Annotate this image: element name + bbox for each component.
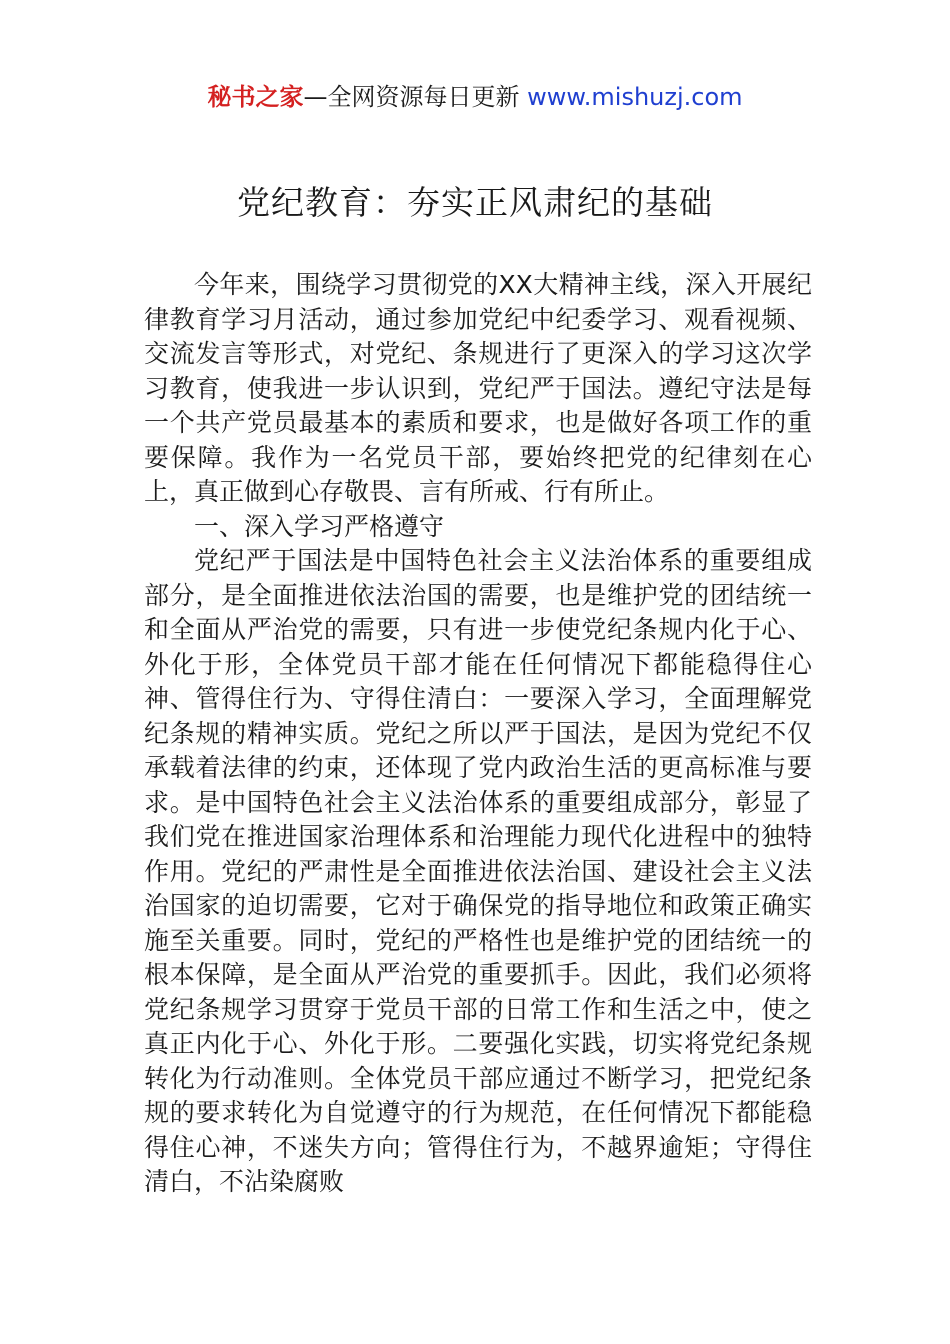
site-brand: 秘书之家: [207, 83, 304, 111]
section-heading-1: 一、深入学习严格遵守: [194, 511, 445, 541]
document-title: 党纪教育：夯实正风肃纪的基础: [237, 183, 713, 222]
paragraph-intro: 今年来，围绕学习贯彻党的XX大精神主线，深入开展纪律教育学习月活动，通过参加党纪中纪委学习、观看视频、交流发言等形式，对党纪、条规进行了更深入的学习这次学习教育，使我进一步认识到，党纪严于国法。遵纪守法是每一个共产党员最基本的素质和要求，也是做好各项工作的重要保障。我作为一名党员干部，要始终把党的纪律刻在心上，真正做到心存敬畏、言有所戒、行有所止。: [144, 270, 812, 506]
document-body: [144, 268, 812, 1200]
header-dash: —: [303, 83, 328, 111]
paragraph-section-1: 党纪严于国法是中国特色社会主义法治体系的重要组成部分，是全面推进依法治国的需要，也是维护党的团结统一和全面从严治党的需要，只有进一步使党纪条规内化于心、外化于形，全体党员干部才能在任何情况下都能稳得住心神、管得住行为、守得住清白：一要深入学习，全面理解党纪条规的精神实质。党纪之所以严于国法，是因为党纪不仅承载着法律的约束，还体现了党内政治生活的更高标准与要求。是中国特色社会主义法治体系的重要组成部分，彰显了我们党在推进国家治理体系和治理能力现代化进程中的独特作用。党纪的严肃性是全面推进依法治国、建设社会主义法治国家的迫切需要，它对于确保党的指导地位和政策正确实施至关重要。同时，党纪的严格性也是维护党的团结统一的根本保障，是全面从严治党的重要抓手。因此，我们必须将党纪条规学习贯穿于党员干部的日常工作和生活之中，使之真正内化于心、外化于形。二要强化实践，切实将党纪条规转化为行动准则。全体党员干部应通过不断学习，把党纪条规的要求转化为自觉遵守的行为规范，在任何情况下都能稳得住心神，不迷失方向；管得住行为，不越界逾矩；守得住清白，不沾染腐败: [144, 546, 812, 1196]
site-slogan: 全网资源每日更新: [327, 83, 520, 111]
site-header: [0, 80, 950, 114]
site-url-link[interactable]: www.mishuzj.com: [527, 83, 743, 111]
